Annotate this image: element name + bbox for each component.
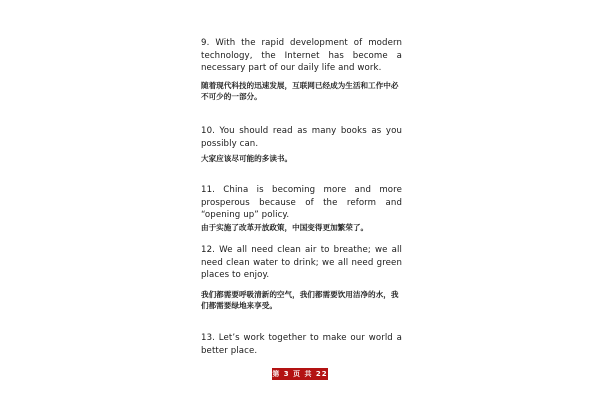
chinese-translation: 随着现代科技的迅速发展，互联网已经成为生活和工作中必不可少的一部分。 bbox=[201, 80, 399, 102]
chinese-translation: 大家应该尽可能的多读书。 bbox=[201, 154, 293, 164]
english-sentence: 10. You should read as many books as you possibly can. bbox=[201, 126, 402, 149]
english-sentence: 11. China is becoming more and more prosperous because of the reform and “opening up” policy. bbox=[201, 185, 402, 221]
document-page bbox=[201, 0, 402, 400]
sentence-item-11 bbox=[201, 184, 402, 233]
chinese-translation: 我们都需要呼吸清新的空气，我们都需要饮用洁净的水，我们都需要绿地来享受。 bbox=[201, 289, 399, 311]
chinese-translation: 由于实施了改革开放政策，中国变得更加繁荣了。 bbox=[201, 222, 369, 232]
sentence-item-10 bbox=[201, 125, 402, 165]
english-sentence: 13. Let’s work together to make our world a better place. bbox=[201, 333, 402, 356]
sentence-item-9 bbox=[201, 37, 402, 103]
sentence-item-13 bbox=[201, 332, 402, 357]
english-sentence: 12. We all need clean air to breathe; we all need clean water to drink; we all need green places to enjoy. bbox=[201, 245, 402, 281]
page-number-badge bbox=[272, 368, 328, 380]
page-number-label: 第 3 页 共 22 bbox=[272, 370, 328, 378]
sentence-item-12 bbox=[201, 244, 402, 312]
english-sentence: 9. With the rapid development of modern technology, the Internet has become a necessary part of our daily life and work. bbox=[201, 38, 402, 74]
